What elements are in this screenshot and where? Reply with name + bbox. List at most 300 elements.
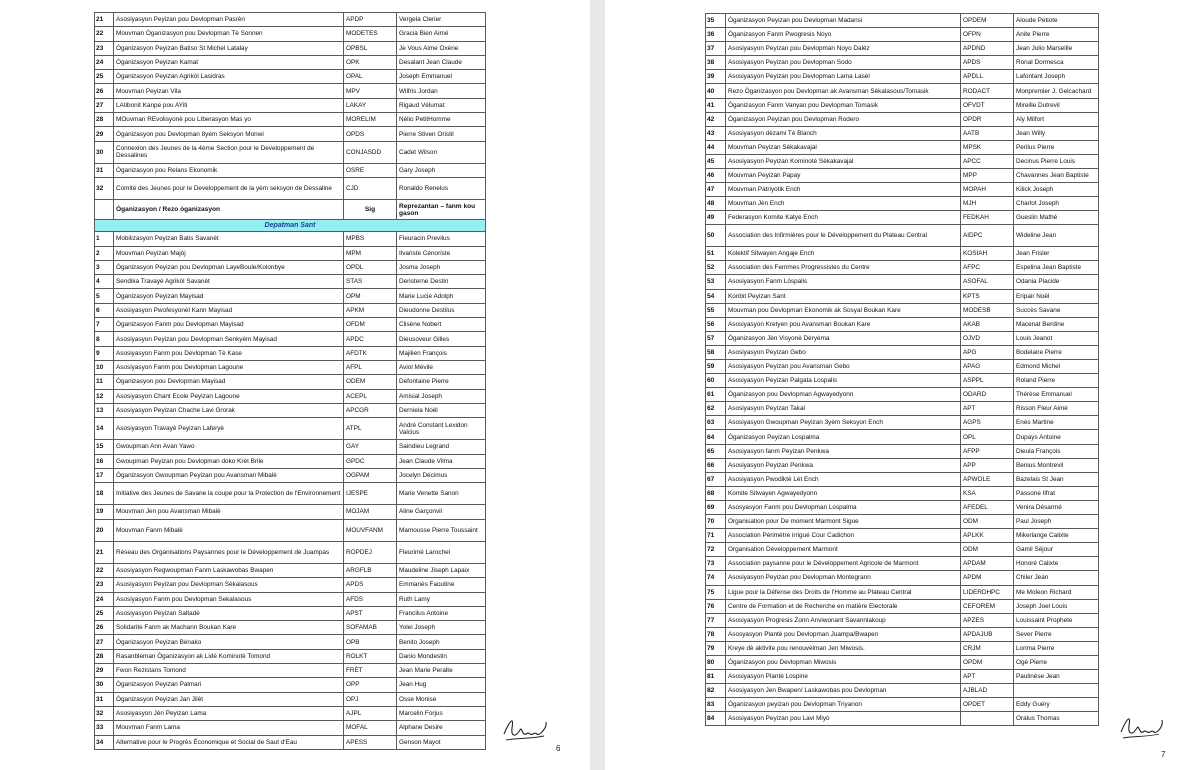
organization-name: Òganizasyon pou Devlopman Agwayedyonn [726, 388, 961, 402]
representative: Clisène Nobert [397, 318, 486, 332]
organizations-table-left [94, 12, 486, 750]
row-number: 77 [706, 613, 726, 627]
acronym: OPDR [961, 112, 1014, 126]
row-number: 24 [95, 592, 114, 606]
organization-name: Solidarite Fanm ak Machann Boukan Kare [114, 621, 344, 635]
row-number: 59 [706, 360, 726, 374]
organization-name: Òganizasyon Jèn Visyonè Dèryèma [726, 331, 961, 345]
acronym: OPDET [961, 698, 1014, 712]
organization-name: Òganizasyon peyizan pou Devlopman Triyanon [726, 698, 961, 712]
representative: Dupays Antoine [1014, 430, 1099, 444]
representative: Benius Montrevil [1014, 458, 1099, 472]
representative: Benito Joseph [397, 635, 486, 649]
row-number: 56 [706, 317, 726, 331]
organization-name: Mouvman Jen pou Avansman Mibalè [114, 505, 344, 519]
organization-name: Asosiyasyon Pwodiktè Lèt Ench [726, 472, 961, 486]
row-number: 19 [95, 505, 114, 519]
row-number: 66 [706, 458, 726, 472]
organization-name: Asosiyasyon Peyizan pou Devlopman Noyo Dalèz [726, 42, 961, 56]
representative: Chiler Jean [1014, 571, 1099, 585]
representative: Eddy Guéry [1014, 698, 1099, 712]
acronym: APAG [961, 360, 1014, 374]
acronym: GPDC [344, 454, 397, 468]
organization-name: Connexion des Jeunes de la 4ème Section pour le Developpement de Dessalines [114, 141, 344, 163]
organization-name: Asosiyasyon Peyizan Takal [726, 402, 961, 416]
table-row [706, 486, 1099, 500]
row-number: 10 [95, 360, 114, 374]
acronym: APDND [961, 42, 1014, 56]
row-number: 50 [706, 225, 726, 247]
acronym: AATB [961, 126, 1014, 140]
organization-name: Òganizasyon Peyizan Bènako [114, 635, 344, 649]
organization-name: Òganizasyon pou Relans Ekonomik [114, 163, 344, 177]
organization-name: Òganizasyon pou Devlopman Mayisad [114, 375, 344, 389]
representative: Je Vous Aime Oxène [397, 41, 486, 55]
representative: André Constant Lexidon Valcius [397, 418, 486, 440]
representative: Bazelais St Jean [1014, 472, 1099, 486]
acronym: AFPL [344, 360, 397, 374]
organization-name: MOuvman REvolisyonè pou LIberasyon Mas yo [114, 113, 344, 127]
acronym: MPP [961, 169, 1014, 183]
organization-name: Mouvman Peyizan Papay [726, 169, 961, 183]
table-row [706, 684, 1099, 698]
acronym: OPM [344, 289, 397, 303]
table-row [706, 331, 1099, 345]
acronym: APDAM [961, 557, 1014, 571]
organization-name: Sendika Travayè Agrikòl Savanèt [114, 275, 344, 289]
organization-name: Asosiyasyon Fanm pou Devlopman Lagoune [114, 360, 344, 374]
representative: Paulinèse Jean [1014, 670, 1099, 684]
acronym: AGPS [961, 416, 1014, 430]
row-number: 74 [706, 571, 726, 585]
organization-name: Ligue pour la Défense des Droits de l'Homme au Plateau Central [726, 585, 961, 599]
table-row [706, 402, 1099, 416]
table-row [706, 261, 1099, 275]
representative: Mikerlange Calixte [1014, 529, 1099, 543]
row-number: 73 [706, 557, 726, 571]
row-number: 31 [95, 692, 114, 706]
table-row [706, 345, 1099, 359]
representative: Wilfris Jordan [397, 84, 486, 98]
organization-name: Association Périmètre irrigué Cour Cadichon [726, 529, 961, 543]
table-row [706, 571, 1099, 585]
organization-name: Òganizasyon Peyizan Kamat [114, 55, 344, 69]
row-number: 36 [706, 28, 726, 42]
acronym: OJVD [961, 331, 1014, 345]
table-row [95, 332, 486, 346]
acronym: ARGFLB [344, 563, 397, 577]
table-row [706, 585, 1099, 599]
row-number: 78 [706, 627, 726, 641]
organization-name: Comité des Jeunes pour le Developpement de la yèm seksyon de Dessaline [114, 178, 344, 200]
row-number: 68 [706, 486, 726, 500]
row-number: 32 [95, 178, 114, 200]
representative: Louis Jeanot [1014, 331, 1099, 345]
organization-name: Kolektif Sitwayen Angaje Ench [726, 247, 961, 261]
row-number: 20 [95, 519, 114, 541]
acronym: OPAL [344, 70, 397, 84]
table-row [706, 317, 1099, 331]
acronym: APDAJUB [961, 627, 1014, 641]
header-organization: Òganizasyon / Rezo òganizasyon [114, 200, 344, 220]
organization-name: Association des Infirmières pour le Développement du Plateau Central [726, 225, 961, 247]
row-number: 44 [706, 140, 726, 154]
acronym: OPB [344, 635, 397, 649]
row-number: 27 [95, 98, 114, 112]
organization-name: Gwoupman Ann Avan Yawo [114, 440, 344, 454]
organization-name: Rezo Òganizasyon pou Devlopman ak Avansman Sèkalasous/Tomasik [726, 84, 961, 98]
representative: Ogé Pierre [1014, 655, 1099, 669]
acronym: MOJAM [344, 505, 397, 519]
page-number: 6 [556, 744, 561, 753]
table-row [95, 440, 486, 454]
acronym: ACEPL [344, 389, 397, 403]
row-number: 47 [706, 183, 726, 197]
acronym: AIDPC [961, 225, 1014, 247]
acronym: OSRE [344, 163, 397, 177]
row-number: 72 [706, 543, 726, 557]
representative: Gary Joseph [397, 163, 486, 177]
organization-name: Mouvman Òganizasyon pou Devlopman Tè Sonnen [114, 27, 344, 41]
row-number: 8 [95, 332, 114, 346]
representative: Monpremier J. Gelcachard [1014, 84, 1099, 98]
row-number: 1 [95, 232, 114, 246]
organization-name: Asosiyasyon Peyizan pou Lavi Miyò [726, 712, 961, 726]
table-row [95, 27, 486, 41]
row-number: 28 [95, 649, 114, 663]
table-row [95, 621, 486, 635]
organization-name: Mouvman Fanm Lama [114, 721, 344, 735]
table-row [95, 692, 486, 706]
row-number: 67 [706, 472, 726, 486]
acronym: ROPDEJ [344, 541, 397, 563]
table-row [706, 655, 1099, 669]
row-number: 45 [706, 154, 726, 168]
representative: Perilus Pierre [1014, 140, 1099, 154]
organization-name: Organisation pour De moment Marmont Sigue [726, 515, 961, 529]
table-row [706, 670, 1099, 684]
header-acronym: Sig [344, 200, 397, 220]
organization-name: Mouvman Peyizan Majòj [114, 246, 344, 260]
acronym: APDS [961, 56, 1014, 70]
table-row [95, 246, 486, 260]
table-row [706, 627, 1099, 641]
acronym: SOFAMAB [344, 621, 397, 635]
table-row [706, 515, 1099, 529]
table-row [95, 13, 486, 27]
acronym: MJH [961, 197, 1014, 211]
acronym: MPBS [344, 232, 397, 246]
row-number: 18 [95, 483, 114, 505]
organization-name: Asosyasyon Plantè pou Devlopman Juampa/Bwapen [726, 627, 961, 641]
row-number: 82 [706, 684, 726, 698]
table-row [706, 543, 1099, 557]
acronym: ROLKT [344, 649, 397, 663]
acronym: CEFOREM [961, 599, 1014, 613]
acronym: APCC [961, 154, 1014, 168]
acronym: MPM [344, 246, 397, 260]
row-number: 83 [706, 698, 726, 712]
representative: Jocelyn Décimus [397, 468, 486, 482]
representative [1014, 684, 1099, 698]
representative: Lafontant Joseph [1014, 70, 1099, 84]
document-page-left [0, 0, 590, 770]
representative: Pierre Stiven Oristil [397, 127, 486, 141]
acronym: APP [961, 458, 1014, 472]
row-number: 70 [706, 515, 726, 529]
representative: Rigaud Vélumat [397, 98, 486, 112]
acronym: MPSK [961, 140, 1014, 154]
acronym: MORELIM [344, 113, 397, 127]
row-number: 34 [95, 735, 114, 749]
acronym: OPBSL [344, 41, 397, 55]
organization-name: Fwon Rezistans Tomond [114, 664, 344, 678]
representative: Odania Placide [1014, 275, 1099, 289]
row-number: 21 [95, 13, 114, 27]
organization-name: Asosiyasyon Jèn Peyizan Lama [114, 706, 344, 720]
row-number: 84 [706, 712, 726, 726]
row-number: 41 [706, 98, 726, 112]
representative: Josma Joseph [397, 260, 486, 274]
section-row [95, 220, 486, 232]
organization-name: Organisation Développement Marmont [726, 543, 961, 557]
row-number: 69 [706, 500, 726, 514]
row-number: 33 [95, 721, 114, 735]
acronym: OPL [961, 430, 1014, 444]
representative: Gueslin Mathé [1014, 211, 1099, 225]
table-row [706, 500, 1099, 514]
table-row [706, 529, 1099, 543]
table-row [95, 403, 486, 417]
table-row [706, 183, 1099, 197]
representative: Edmond Michel [1014, 360, 1099, 374]
acronym: APDP [344, 13, 397, 27]
row-number: 48 [706, 197, 726, 211]
representative: Defontaine Pierre [397, 375, 486, 389]
representative: Venira Désarmé [1014, 500, 1099, 514]
row-number: 75 [706, 585, 726, 599]
table-row [95, 260, 486, 274]
representative: Nélio PetitHomme [397, 113, 486, 127]
row-number: 25 [95, 606, 114, 620]
row-number: 29 [95, 127, 114, 141]
representative: Aloude Petiote [1014, 14, 1099, 28]
table-row [706, 641, 1099, 655]
table-row [95, 519, 486, 541]
acronym: STAS [344, 275, 397, 289]
acronym: RODACT [961, 84, 1014, 98]
acronym: AJBLAD [961, 684, 1014, 698]
row-number: 3 [95, 260, 114, 274]
organization-name: Òganizasyon Peyizan Batiso St Michel Latalay [114, 41, 344, 55]
acronym: AFDTK [344, 346, 397, 360]
row-number: 63 [706, 416, 726, 430]
header-number-cell [95, 200, 114, 220]
table-row [706, 56, 1099, 70]
organization-name: Asosiyasyon Regwoupman Fanm Laskawobas Bwapen [114, 563, 344, 577]
organization-name: Initiative des Jeunes de Savane la coupe pour la Protection de l'Environnement [114, 483, 344, 505]
representative: Passone Ilfrat [1014, 486, 1099, 500]
representative: Ruth Lamy [397, 592, 486, 606]
row-number: 61 [706, 388, 726, 402]
row-number: 60 [706, 374, 726, 388]
acronym: ATPL [344, 418, 397, 440]
representative: Thérèse Emmanuel [1014, 388, 1099, 402]
page-number: 7 [1161, 750, 1166, 759]
row-number: 17 [95, 468, 114, 482]
table-row [95, 346, 486, 360]
row-number: 7 [95, 318, 114, 332]
organization-name: Mouvman Jèn Ench [726, 197, 961, 211]
representative: Yolei Joseph [397, 621, 486, 635]
table-row [706, 430, 1099, 444]
table-row [95, 649, 486, 663]
table-row [95, 678, 486, 692]
acronym: MPV [344, 84, 397, 98]
table-row [706, 374, 1099, 388]
representative: Ronaldo Renelus [397, 178, 486, 200]
acronym: APDM [961, 571, 1014, 585]
acronym: KOSIAH [961, 247, 1014, 261]
organization-name: Asosiyasyon Peyizan pou Devlopman Senkyèm Mayisad [114, 332, 344, 346]
acronym: ODEM [344, 375, 397, 389]
acronym: OFVDT [961, 98, 1014, 112]
organization-name: Asosiyasyon Travayè Peyizan Laferyè [114, 418, 344, 440]
representative: Jean Willy [1014, 126, 1099, 140]
representative: Vergela Clerier [397, 13, 486, 27]
table-row [706, 247, 1099, 261]
table-row [95, 360, 486, 374]
acronym: GAY [344, 440, 397, 454]
row-number: 30 [95, 141, 114, 163]
row-number: 35 [706, 14, 726, 28]
table-row [706, 169, 1099, 183]
acronym: AFDS [344, 592, 397, 606]
organization-name: Òganizasyon Peyizan Lospalma [726, 430, 961, 444]
table-row [706, 712, 1099, 726]
table-row [706, 416, 1099, 430]
acronym: MODETES [344, 27, 397, 41]
organization-name: Asosiyasyon dèzami Tè Blanch [726, 126, 961, 140]
table-row [706, 557, 1099, 571]
representative: Fleurimé Larochel [397, 541, 486, 563]
table-row [95, 55, 486, 69]
row-number: 46 [706, 169, 726, 183]
acronym: AFPP [961, 444, 1014, 458]
organization-name: Association paysanne pour le Développement Agricole de Marmont [726, 557, 961, 571]
acronym: OPDS [344, 127, 397, 141]
representative: Amisial Joseph [397, 389, 486, 403]
row-number: 49 [706, 211, 726, 225]
acronym: ASPPL [961, 374, 1014, 388]
organizations-table-right [705, 13, 1099, 726]
row-number: 40 [706, 84, 726, 98]
organization-name: Asosiyasyon Peyizan Chache Lavi Grorak [114, 403, 344, 417]
acronym: ODM [961, 515, 1014, 529]
acronym: APDLL [961, 70, 1014, 84]
acronym: ODARD [961, 388, 1014, 402]
acronym: APST [344, 606, 397, 620]
table-row [95, 483, 486, 505]
representative: Aviol Mévile [397, 360, 486, 374]
organization-name: Asosiyasyon Peyizan Penkwa [726, 458, 961, 472]
acronym: AFPC [961, 261, 1014, 275]
representative: Risson Fleur Aimé [1014, 402, 1099, 416]
row-number: 79 [706, 641, 726, 655]
row-number: 25 [95, 70, 114, 84]
representative: Jean Marie Peralte [397, 664, 486, 678]
organization-name: Asosiyasyon Peyizan Saltadè [114, 606, 344, 620]
row-number: 9 [95, 346, 114, 360]
organization-name: Òganizasyon Peyizan pou Devlopman LayeBoule/Kolonbye [114, 260, 344, 274]
organization-name: Komite Sitwayen Agwayedyonn [726, 486, 961, 500]
representative: Marie Venette Sanon [397, 483, 486, 505]
table-row [706, 70, 1099, 84]
row-number: 23 [95, 41, 114, 55]
table-row [95, 505, 486, 519]
representative: Chavannes Jean Baptiste [1014, 169, 1099, 183]
table-row [95, 98, 486, 112]
organization-name: Mouvman Peyizan Vila [114, 84, 344, 98]
table-row [706, 28, 1099, 42]
row-number: 53 [706, 275, 726, 289]
table-row [95, 389, 486, 403]
table-row [706, 613, 1099, 627]
table-row [706, 126, 1099, 140]
organization-name: Federasyon Komite Katye Ench [726, 211, 961, 225]
table-row [95, 606, 486, 620]
organization-name: Asosiyasyon Peyizan Gebo [726, 345, 961, 359]
organization-name: Asosiyasyon Fanm pou Devlopman Tè Kase [114, 346, 344, 360]
representative: Desalant Jean Claude [397, 55, 486, 69]
representative: Sever Pierre [1014, 627, 1099, 641]
organization-name: Asosiyasyon Progresis Zonn Anviwonant Savannlakoup [726, 613, 961, 627]
acronym: LAKAY [344, 98, 397, 112]
header-representative: Reprezantan – fanm kou gason [397, 200, 486, 220]
organization-name: Mouvman Peyizan Sèkakavajal [726, 140, 961, 154]
representative: Gamil Séjour [1014, 543, 1099, 557]
acronym: CRJM [961, 641, 1014, 655]
table-row [706, 225, 1099, 247]
representative: Ronal Dormesca [1014, 56, 1099, 70]
row-number: 58 [706, 345, 726, 359]
organization-name: Rasanbleman Òganizasyon ak Lidè Kominotè Tomond [114, 649, 344, 663]
acronym: APT [961, 402, 1014, 416]
representative: Jean Julio Marseille [1014, 42, 1099, 56]
page-gutter [590, 0, 605, 770]
organization-name: Asosiyasyon Peyizan pou Devlopman Lama Lasèl [726, 70, 961, 84]
table-row [706, 140, 1099, 154]
acronym: AKAB [961, 317, 1014, 331]
table-row [95, 232, 486, 246]
representative: Paul Joseph [1014, 515, 1099, 529]
row-number: 24 [95, 55, 114, 69]
row-number: 71 [706, 529, 726, 543]
signature-mark [500, 712, 550, 746]
organization-name: LAtibonit Kanpe pou AYiti [114, 98, 344, 112]
table-row [706, 472, 1099, 486]
organization-name: Asosiyasyon Kretyen pou Avansman Boukan Kare [726, 317, 961, 331]
table-row [706, 599, 1099, 613]
representative: Enès Martine [1014, 416, 1099, 430]
table-row [95, 127, 486, 141]
organization-name: Òganizasyon Peyizan pou Devlopman Rodero [726, 112, 961, 126]
organization-name: Association des Femmes Progressistes du Centre [726, 261, 961, 275]
signature-mark [1117, 710, 1165, 744]
representative: Dieula François [1014, 444, 1099, 458]
acronym: OFDM [344, 318, 397, 332]
table-row [706, 211, 1099, 225]
